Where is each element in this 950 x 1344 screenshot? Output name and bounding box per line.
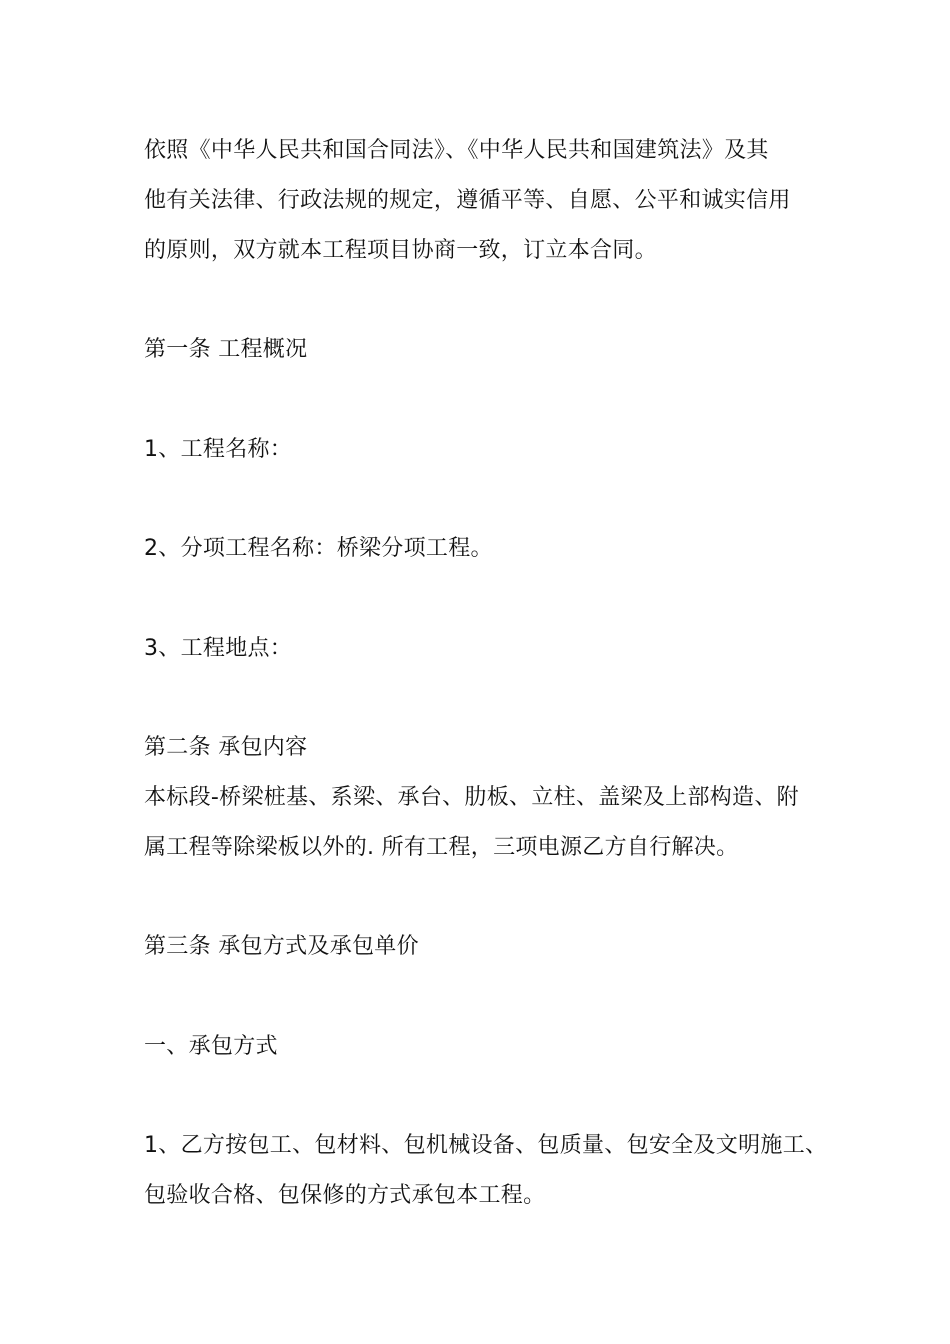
article2-body-line-2: 属工程等除梁板以外的. 所有工程，三项电源乙方自行解决。 [144,835,739,860]
article1-item3: 3、工程地点： [144,636,293,661]
article1-item2: 2、分项工程名称：桥梁分项工程。 [144,536,493,561]
article2-body-line-1: 本标段-桥梁桩基、系梁、承台、肋板、立柱、盖梁及上部构造、附 [144,785,799,810]
intro-line-2: 他有关法律、行政法规的规定，遵循平等、自愿、公平和诚实信用 [144,188,791,213]
article3-item1-line-1: 1、乙方按包工、包材料、包机械设备、包质量、包安全及文明施工、 [144,1133,828,1158]
article3-item1-line-2: 包验收合格、包保修的方式承包本工程。 [144,1183,546,1208]
article1-heading: 第一条 工程概况 [144,337,308,362]
article3-heading: 第三条 承包方式及承包单价 [144,934,419,959]
article1-item1: 1、工程名称： [144,437,293,462]
intro-line-1: 依照《中华人民共和国合同法》、《中华人民共和国建筑法》及其 [144,138,769,163]
article3-section1-heading: 一、承包方式 [144,1034,278,1059]
intro-line-3: 的原则，双方就本工程项目协商一致，订立本合同。 [144,238,657,263]
article2-heading: 第二条 承包内容 [144,735,308,760]
